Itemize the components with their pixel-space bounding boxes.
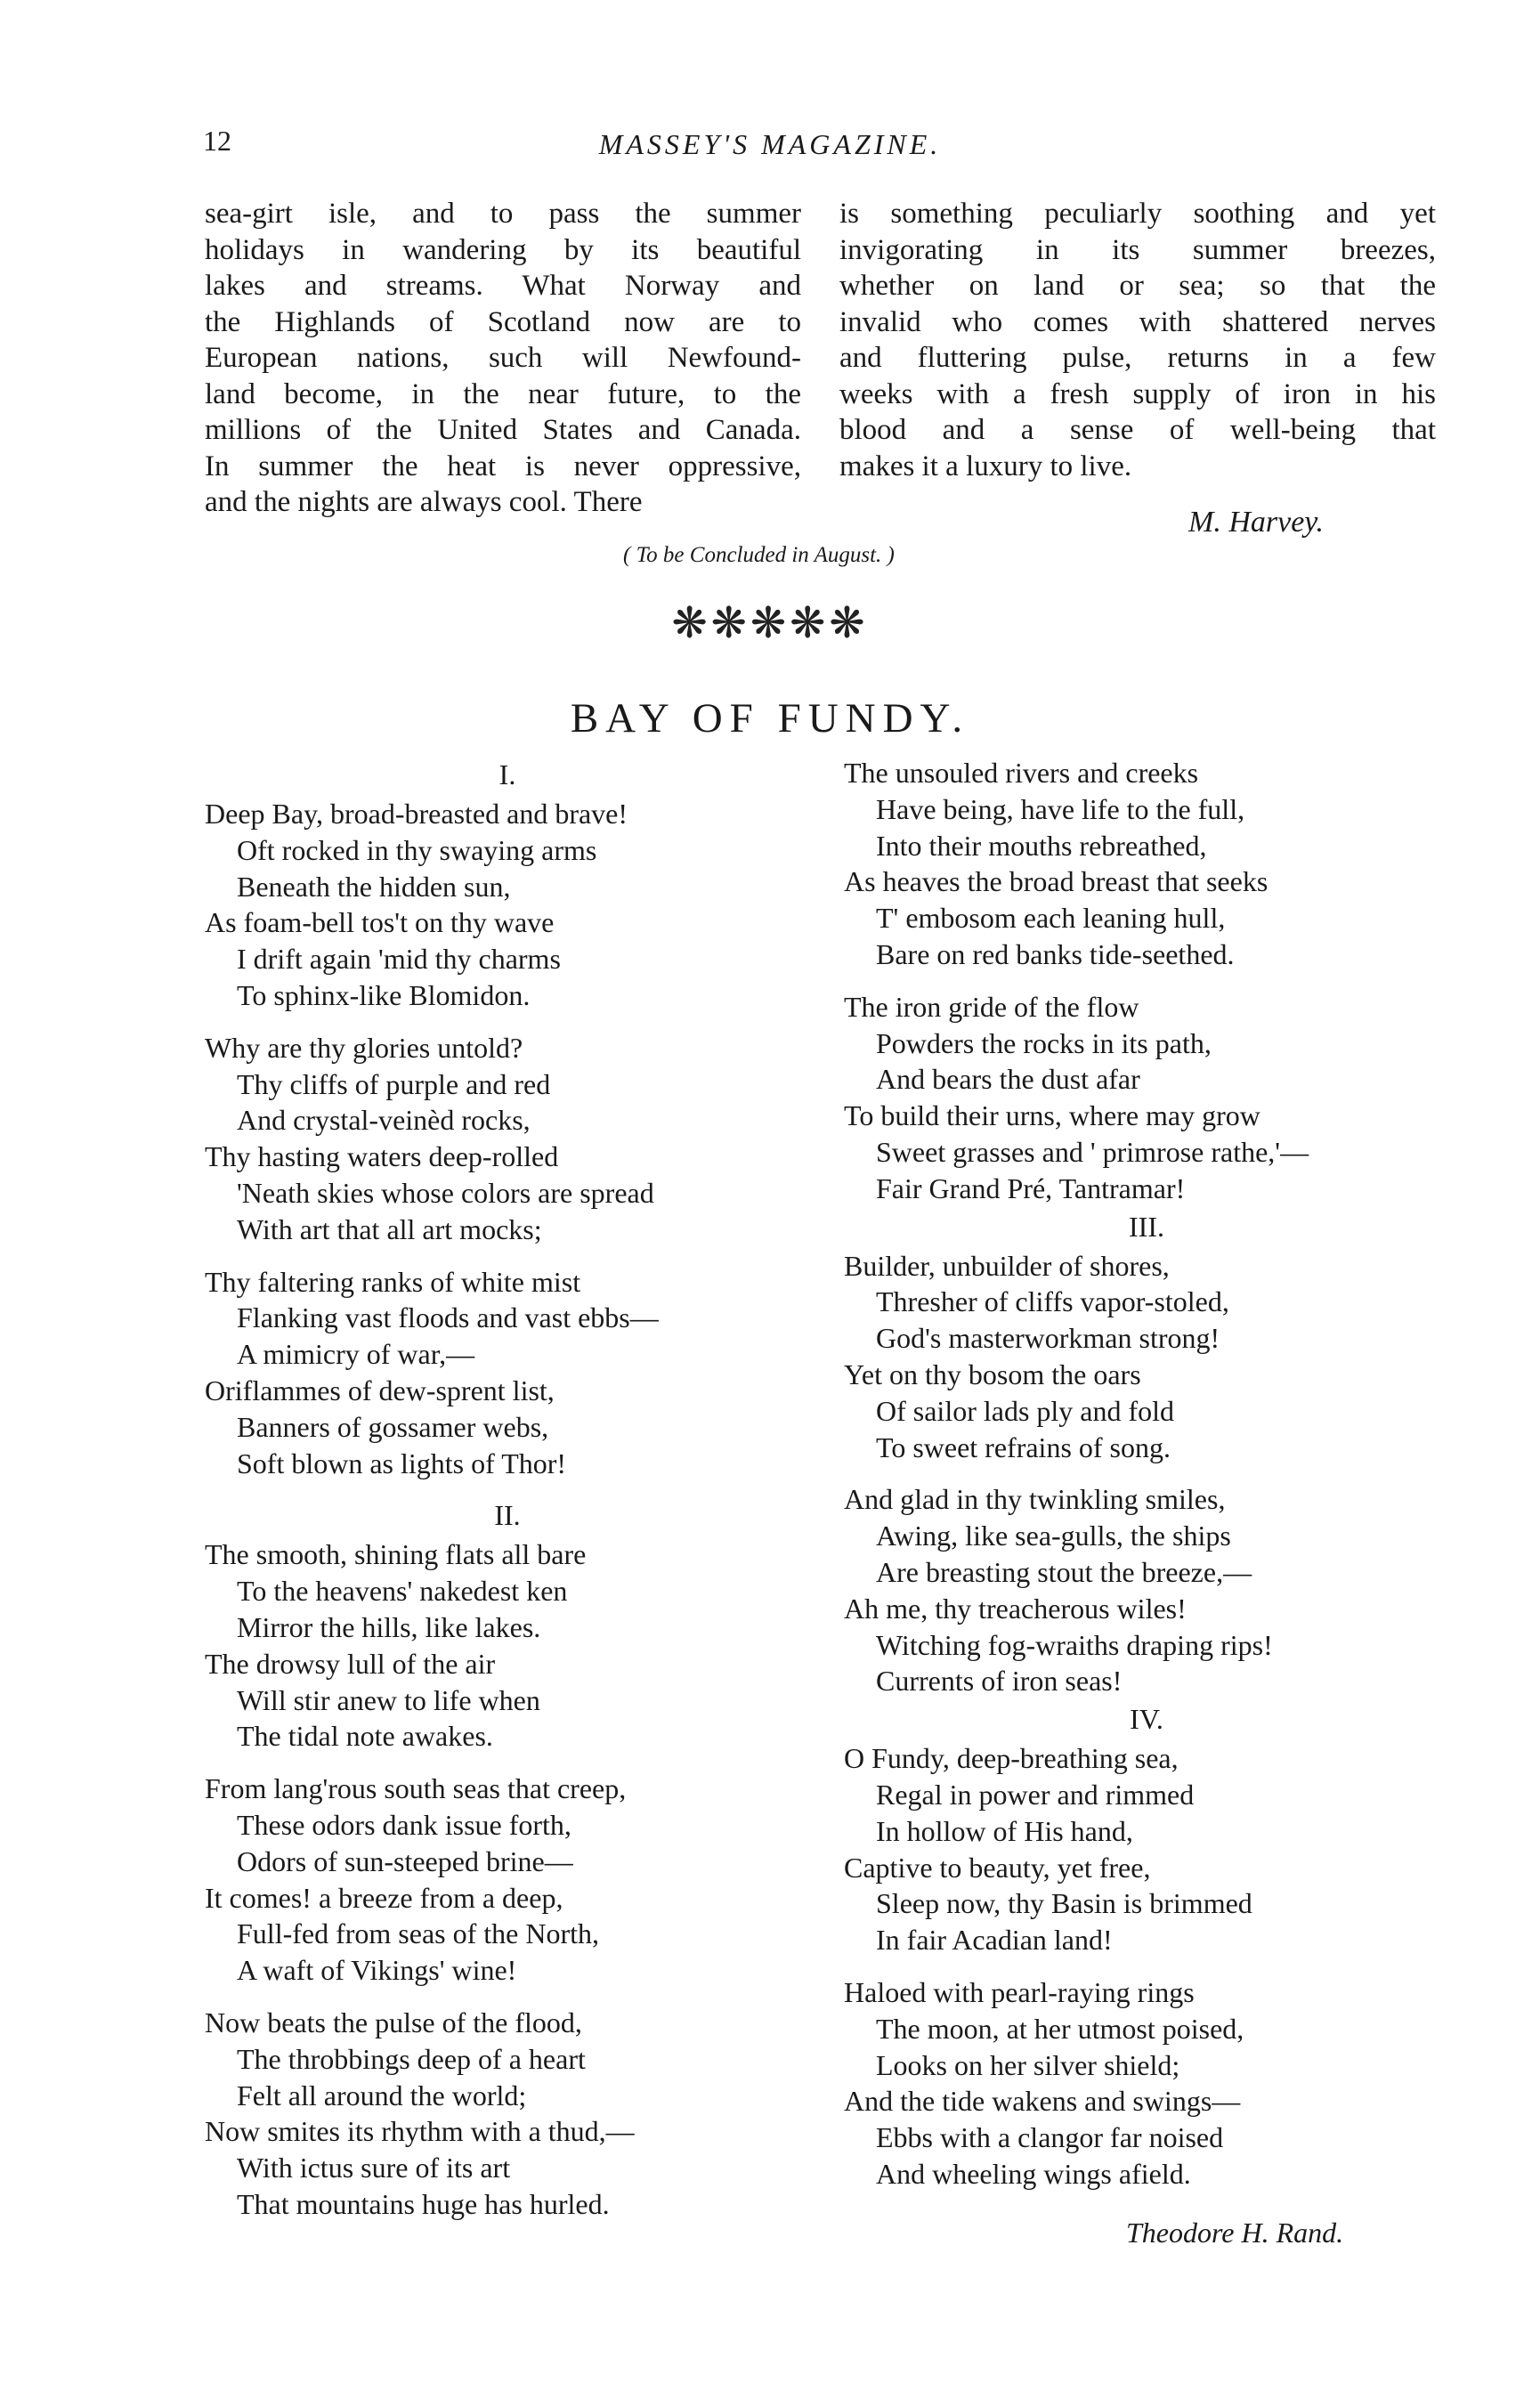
- poem-line: Deep Bay, broad-breasted and brave!: [205, 798, 628, 830]
- poem-line: Haloed with pearl-raying rings: [844, 1975, 1195, 2008]
- poem-line: In fair Acadian land!: [876, 1924, 1113, 1957]
- stanza: [205, 1536, 810, 1755]
- poem-line: The smooth, shining flats all bare: [205, 1538, 587, 1571]
- stanza: [844, 1481, 1449, 1699]
- poem-line: In hollow of His hand,: [876, 1814, 1133, 1847]
- poem-line: Felt all around the world;: [237, 2079, 527, 2111]
- poem-line: These odors dank issue forth,: [237, 1808, 571, 1841]
- article-line: In summer the heat is never oppressive,: [205, 450, 801, 482]
- poem-line: To sweet refrains of song.: [876, 1431, 1171, 1463]
- article-line: and the nights are always cool. There: [205, 486, 643, 518]
- poem-line: Yet on thy bosom the oars: [844, 1358, 1141, 1390]
- poem-line: Looks on her silver shield;: [876, 2048, 1180, 2081]
- poem-line: And wheeling wings afield.: [876, 2157, 1191, 2190]
- poem-line: Regal in power and rimmed: [876, 1778, 1195, 1811]
- poem-line: Are breasting stout the breeze,—: [876, 1555, 1252, 1588]
- poem-line: Have being, have life to the full,: [876, 792, 1245, 825]
- article-line: land become, in the near future, to the: [205, 377, 801, 410]
- poem-line: And crystal-veinèd rocks,: [237, 1104, 531, 1137]
- poem-line: Awing, like sea-gulls, the ships: [876, 1520, 1231, 1552]
- poem-line: Sleep now, thy Basin is brimmed: [876, 1887, 1252, 1920]
- poem-line: I drift again 'mid thy charms: [237, 943, 561, 976]
- stanza: [205, 796, 810, 1014]
- poem-line: Thy faltering ranks of white mist: [205, 1265, 581, 1298]
- poem-line: Thresher of cliffs vapor-stoled,: [876, 1285, 1229, 1318]
- page-number: 12: [203, 125, 231, 157]
- article-line: lakes and streams. What Norway and: [205, 270, 801, 302]
- stanza: [205, 1771, 810, 1989]
- poem-column-left: [205, 755, 810, 2239]
- poem-line: O Fundy, deep-breathing sea,: [844, 1742, 1179, 1775]
- stanza: [205, 1030, 810, 1248]
- poem-line: The drowsy lull of the air: [205, 1647, 496, 1680]
- stanza: [844, 1974, 1449, 2192]
- poem-line: A mimicry of war,—: [237, 1338, 475, 1371]
- article-line: makes it a luxury to live.: [839, 450, 1132, 482]
- article-line: sea-girt isle, and to pass the summer: [205, 198, 801, 230]
- poem-column-right: [844, 755, 1449, 2209]
- stanza: [844, 1248, 1449, 1466]
- poem-line: Sweet grasses and ' primrose rathe,'—: [876, 1135, 1309, 1168]
- stanza: [205, 1264, 810, 1482]
- stanza: [844, 755, 1449, 973]
- poem-line: Thy hasting waters deep-rolled: [205, 1140, 559, 1173]
- article-line: weeks with a fresh supply of iron in his: [839, 377, 1436, 410]
- poem-line: Beneath the hidden sun,: [237, 870, 511, 903]
- poem-line: With ictus sure of its art: [237, 2152, 511, 2184]
- section-ornament: ❋❋❋❋❋: [671, 600, 869, 647]
- poem-line: Into their mouths rebreathed,: [876, 829, 1207, 862]
- poem-line: Ebbs with a clangor far noised: [876, 2121, 1224, 2154]
- poem-line: To build their urns, where may grow: [844, 1099, 1260, 1132]
- poem-line: Mirror the hills, like lakes.: [237, 1610, 541, 1643]
- poem-line: Will stir anew to life when: [237, 1683, 540, 1716]
- article-line: the Highlands of Scotland now are to: [205, 305, 801, 338]
- poem-line: And the tide wakens and swings—: [844, 2085, 1241, 2118]
- article-line: European nations, such will Newfound-: [205, 342, 801, 374]
- section-numeral: II.: [494, 1499, 521, 1532]
- poem-line: Powders the rocks in its path,: [876, 1026, 1212, 1059]
- article-line: invigorating in its summer breezes,: [839, 233, 1436, 266]
- poem-line: The throbbings deep of a heart: [237, 2042, 586, 2075]
- poem-line: Banners of gossamer webs,: [237, 1410, 549, 1443]
- poem-line: Thy cliffs of purple and red: [237, 1067, 551, 1100]
- poem-line: 'Neath skies whose colors are spread: [237, 1176, 654, 1209]
- continued-note: ( To be Concluded in August. ): [623, 543, 895, 567]
- poem-line: Why are thy glories untold?: [205, 1031, 523, 1064]
- poem-line: As heaves the broad breast that seeks: [844, 865, 1268, 898]
- article-line: invalid who comes with shattered nerves: [839, 305, 1436, 338]
- article-column-right: [839, 196, 1436, 484]
- poem-line: That mountains huge has hurled.: [237, 2187, 610, 2220]
- poem-line: Flanking vast floods and vast ebbs—: [237, 1301, 659, 1334]
- stanza: [844, 1740, 1449, 1958]
- poem-line: The unsouled rivers and creeks: [844, 757, 1199, 789]
- poem-line: Now smites its rhythm with a thud,—: [205, 2115, 635, 2148]
- poem-line: Full-fed from seas of the North,: [237, 1917, 600, 1950]
- section-numeral: IV.: [1130, 1703, 1163, 1736]
- poem-line: From lang'rous south seas that creep,: [205, 1772, 627, 1805]
- article-line: holidays in wandering by its beautiful: [205, 233, 801, 266]
- poem-line: To sphinx-like Blomidon.: [237, 978, 531, 1011]
- poem-line: It comes! a breeze from a deep,: [205, 1881, 563, 1914]
- running-head: MASSEY'S MAGAZINE.: [598, 128, 942, 160]
- article-line: whether on land or sea; so that the: [839, 270, 1436, 302]
- poem-line: T' embosom each leaning hull,: [876, 902, 1226, 935]
- article-line: is something peculiarly soothing and yet: [839, 198, 1436, 230]
- poem-line: Captive to beauty, yet free,: [844, 1851, 1151, 1884]
- poem-line: A waft of Vikings' wine!: [237, 1954, 517, 1987]
- article-line: and fluttering pulse, returns in a few: [839, 342, 1436, 374]
- poem-line: To the heavens' nakedest ken: [237, 1575, 568, 1608]
- stanza: [844, 989, 1449, 1207]
- poem-author: Theodore H. Rand.: [1126, 2217, 1344, 2249]
- article-signature: M. Harvey.: [1188, 506, 1325, 539]
- poem-line: The iron gride of the flow: [844, 990, 1139, 1023]
- poem-line: And bears the dust afar: [876, 1063, 1140, 1096]
- poem-line: God's masterworkman strong!: [876, 1322, 1220, 1355]
- poem-line: As foam-bell tos't on thy wave: [205, 906, 555, 939]
- poem-line: Now beats the pulse of the flood,: [205, 2006, 582, 2038]
- poem-line: Fair Grand Pré, Tantramar!: [876, 1171, 1186, 1204]
- article-line: millions of the United States and Canada.: [205, 414, 801, 446]
- poem-line: Soft blown as lights of Thor!: [237, 1447, 567, 1479]
- section-numeral: I.: [498, 758, 516, 790]
- poem-line: Oft rocked in thy swaying arms: [237, 833, 597, 866]
- stanza: [205, 2005, 810, 2223]
- poem-line: The moon, at her utmost poised,: [876, 2012, 1244, 2045]
- poem-line: The tidal note awakes.: [237, 1720, 493, 1753]
- section-numeral: III.: [1129, 1210, 1164, 1243]
- poem-line: Odors of sun-steeped brine—: [237, 1844, 573, 1877]
- poem-line: Oriflammes of dew-sprent list,: [205, 1374, 555, 1406]
- poem-line: Of sailor lads ply and fold: [876, 1394, 1175, 1427]
- article-column-left: [205, 196, 801, 521]
- poem-line: Currents of iron seas!: [876, 1665, 1123, 1698]
- poem-line: Witching fog-wraiths draping rips!: [876, 1628, 1273, 1661]
- poem-line: Bare on red banks tide-seethed.: [876, 937, 1235, 970]
- article-line: blood and a sense of well-being that: [839, 414, 1436, 446]
- poem-line: Ah me, thy treacherous wiles!: [844, 1592, 1187, 1625]
- poem-title: BAY OF FUNDY.: [570, 695, 970, 742]
- poem-line: And glad in thy twinkling smiles,: [844, 1483, 1226, 1516]
- poem-line: With art that all art mocks;: [237, 1212, 542, 1245]
- poem-line: Builder, unbuilder of shores,: [844, 1249, 1170, 1282]
